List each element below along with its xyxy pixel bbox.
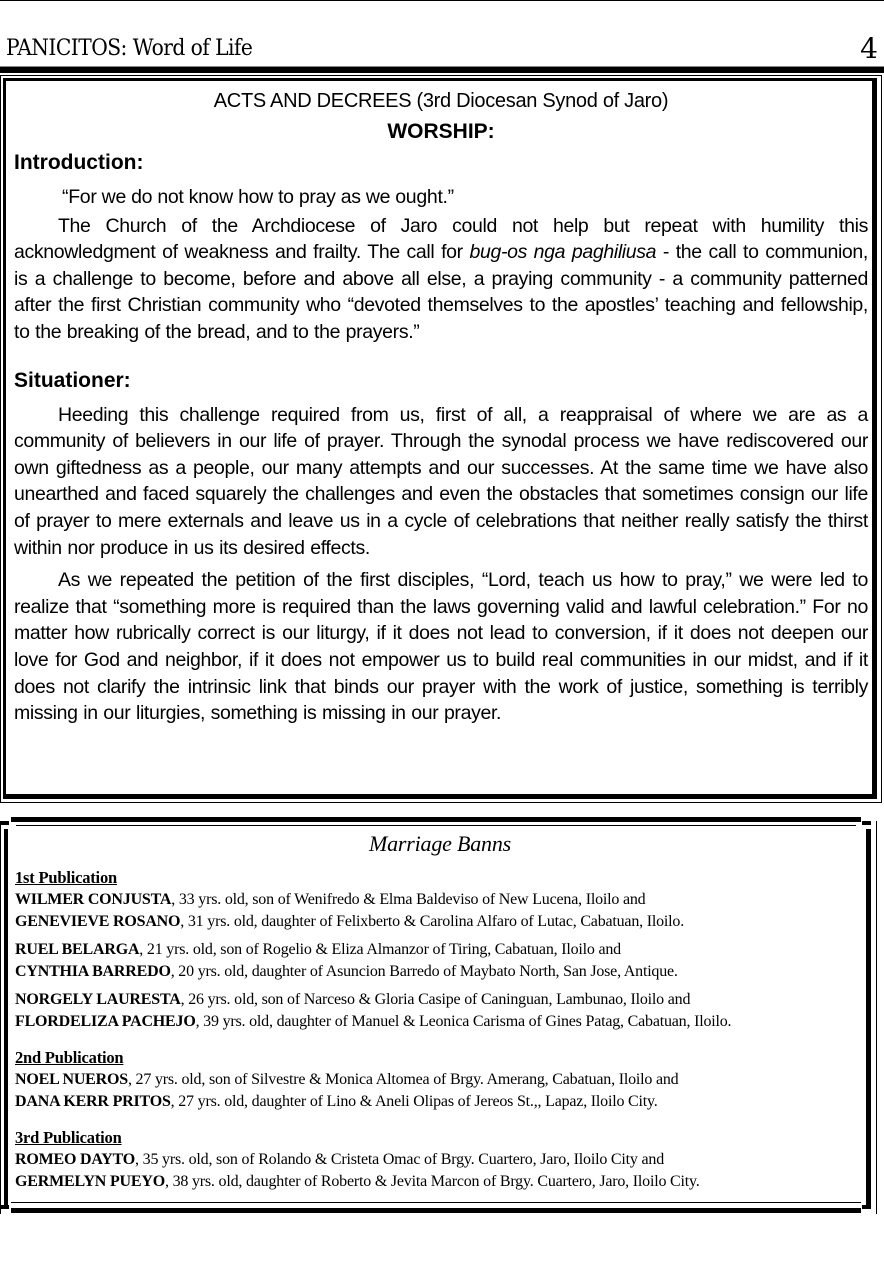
banns-title: Marriage Banns bbox=[368, 831, 512, 856]
groom-details: , 33 yrs. old, son of Wenifredo & Elma Baldeviso of New Lucena, Iloilo and bbox=[171, 891, 646, 908]
banns-entry-bride bbox=[15, 961, 865, 983]
bride-name: FLORDELIZA PACHEJO bbox=[15, 1013, 196, 1030]
introduction-text-after: - the call to communion, is a challenge to become, before and above all else, a praying community - a community patterned after the first Christian community who “devoted themselves to the apostles’ teaching and fellowship, to the breaking of the bread, and to the prayers.” bbox=[14, 241, 868, 343]
groom-details: , 26 yrs. old, son of Narceso & Gloria Casipe of Caninguan, Lambunao, Iloilo and bbox=[180, 991, 691, 1008]
publication-section bbox=[15, 1127, 865, 1193]
marriage-banns-box bbox=[0, 817, 884, 1221]
banns-border-right bbox=[866, 829, 871, 1209]
introduction-paragraph bbox=[14, 213, 868, 346]
banns-border-right-thin bbox=[876, 821, 877, 1214]
banns-corner-bl bbox=[0, 1205, 9, 1209]
banns-entry-bride bbox=[15, 1091, 865, 1113]
banns-corner-br bbox=[862, 1205, 871, 1209]
groom-details: , 27 yrs. old, son of Silvestre & Monica Altomea of Brgy. Amerang, Cabatuan, Iloilo and bbox=[127, 1071, 679, 1088]
section-title: WORSHIP: bbox=[387, 120, 495, 143]
banns-border-bottom-thin bbox=[11, 1202, 861, 1203]
bride-details: , 31 yrs. old, daughter of Felixberto & Carolina Alfaro of Lutac, Cabatuan, Iloilo. bbox=[180, 913, 685, 930]
introduction-quote: “For we do not know how to pray as we ought.” bbox=[62, 186, 454, 208]
publication-section bbox=[15, 1047, 865, 1113]
worship-article bbox=[14, 86, 868, 727]
groom-name: ROMEO DAYTO bbox=[15, 1151, 136, 1168]
bride-name: DANA KERR PRITOS bbox=[15, 1093, 171, 1110]
groom-name: RUEL BELARGA bbox=[15, 941, 140, 958]
situationer-paragraph: As we repeated the petition of the first disciples, “Lord, teach us how to pray,” we were led to realize that “something more is required than the laws governing valid and lawful celebration.” For no matter how rubrically correct is our liturgy, if it does not lead to conversion, if it does not deepen our love for God and neighbor, if it does not empower us to build real communities in our midst, and if it does not clarify the intrinsic link that binds our prayer with the work of justice, something is terribly missing in our liturgies, something is missing in our prayer. bbox=[14, 569, 868, 725]
page-top-rule bbox=[0, 0, 884, 1]
banns-entry-bride bbox=[15, 1171, 865, 1193]
publication-section bbox=[15, 867, 865, 1033]
banns-entry-bride bbox=[15, 1011, 865, 1033]
banns-corner-tl bbox=[0, 821, 9, 825]
groom-details: , 21 yrs. old, son of Rogelio & Eliza Almanzor of Tiring, Cabatuan, Iloilo and bbox=[139, 941, 621, 958]
banns-border-left bbox=[4, 829, 8, 1207]
banns-entry-groom bbox=[15, 939, 865, 961]
banns-border-top bbox=[11, 817, 861, 822]
banns-corner-tr bbox=[862, 821, 871, 825]
banns-entry-groom bbox=[15, 1149, 865, 1171]
introduction-text-before: The Church of the Archdiocese of Jaro could not help but repeat with humility this acknowledgment of weakness and frailty. The call for bbox=[14, 214, 868, 264]
bride-details: , 27 yrs. old, daughter of Lino & Aneli Olipas of Jereos St.,, Lapaz, Iloilo City. bbox=[170, 1093, 658, 1110]
bride-name: GENEVIEVE ROSANO bbox=[15, 913, 181, 930]
page-header bbox=[0, 32, 884, 68]
groom-details: , 35 yrs. old, son of Rolando & Cristeta Omac of Brgy. Cuartero, Jaro, Iloilo City and bbox=[135, 1151, 664, 1168]
header-rule bbox=[0, 67, 884, 73]
italic-phrase: bug-os nga paghiliusa bbox=[469, 241, 657, 264]
page-number: 4 bbox=[860, 32, 878, 65]
groom-name: WILMER CONJUSTA bbox=[15, 891, 172, 908]
bride-name: CYNTHIA BARREDO bbox=[15, 963, 171, 980]
banns-entry-groom bbox=[15, 989, 865, 1011]
publication-heading: 1st Publication bbox=[15, 868, 117, 887]
publication-heading: 3rd Publication bbox=[15, 1128, 122, 1147]
groom-name: NORGELY LAURESTA bbox=[15, 991, 181, 1008]
banns-entry-groom bbox=[15, 1069, 865, 1091]
publication-title: PANICITOS: Word of Life bbox=[6, 36, 253, 61]
document-title: ACTS AND DECREES (3rd Diocesan Synod of Jaro) bbox=[213, 90, 669, 112]
banns-entry-groom bbox=[15, 889, 865, 911]
banns-border-bottom bbox=[11, 1208, 861, 1213]
situationer-paragraph: Heeding this challenge required from us, first of all, a reappraisal of where we are as a community of believers in our life of prayer. Through the synodal process we have rediscovered our own giftedness as a people, our many attempts and our successes. At the same time we have also unearthed and faced squarely the challenges and even the obstacles that sometimes consign our life of prayer to mere externals and leave us in a cycle of celebrations that neither really satisfy the thirst within nor produce in us its desired effects. bbox=[14, 403, 868, 559]
bride-details: , 39 yrs. old, daughter of Manuel & Leonica Carisma of Gines Patag, Cabatuan, Iloilo. bbox=[195, 1013, 732, 1030]
banns-border-left-thin bbox=[0, 821, 1, 1214]
introduction-heading: Introduction: bbox=[14, 151, 144, 174]
banns-border-top-thin bbox=[16, 825, 856, 826]
bride-name: GERMELYN PUEYO bbox=[15, 1173, 165, 1190]
bride-details: , 38 yrs. old, daughter of Roberto & Jevita Marcon of Brgy. Cuartero, Jaro, Iloilo City. bbox=[164, 1173, 700, 1190]
groom-name: NOEL NUEROS bbox=[15, 1071, 128, 1088]
publication-heading: 2nd Publication bbox=[15, 1048, 124, 1067]
bride-details: , 20 yrs. old, daughter of Asuncion Barredo of Maybato North, San Jose, Antique. bbox=[170, 963, 678, 980]
banns-content bbox=[15, 827, 865, 1193]
situationer-heading: Situationer: bbox=[14, 368, 131, 392]
banns-entry-bride bbox=[15, 911, 865, 933]
